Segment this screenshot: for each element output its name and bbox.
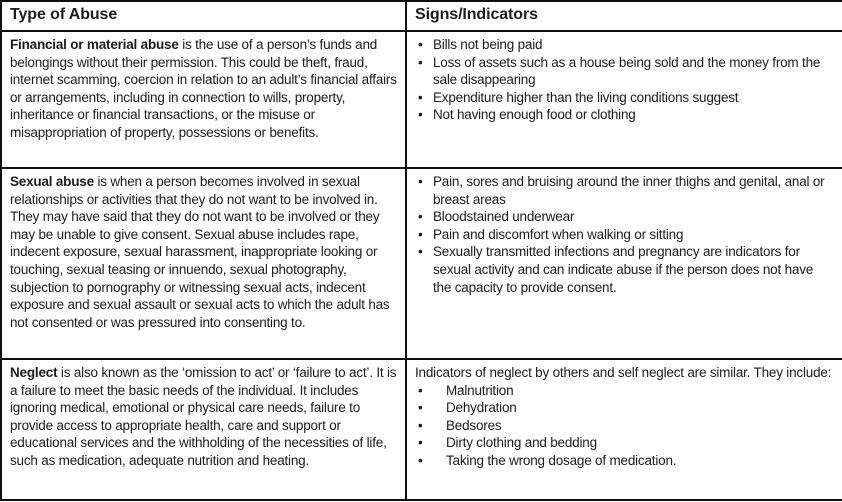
list-item: • Bills not being paid [415, 36, 834, 54]
list-item: • Expenditure higher than the living conditions suggest [415, 89, 834, 107]
cell-financial-abuse-indicators [406, 31, 842, 168]
column-header-type-of-abuse: Type of Abuse [1, 1, 406, 31]
cell-neglect-indicators [406, 359, 842, 500]
definition-body: is the use of a person’s funds and belongings without their permission. This could be theft, fraud, internet scamming, coercion in relation to an adult’s financial affairs or arrangements, including in connection to wills, property, inheritance or financial transactions, or the misuse or misappropriation of property, possessions or benefits. [10, 37, 397, 140]
indicator-list [415, 173, 834, 296]
abuse-term: Neglect [10, 365, 58, 380]
definition-text [10, 364, 397, 470]
list-item: • Taking the wrong dosage of medication. [415, 452, 834, 470]
cell-sexual-abuse-definition [1, 168, 406, 359]
indicator-list [415, 36, 834, 124]
list-item: • Dirty clothing and bedding [415, 434, 834, 452]
cell-neglect-definition [1, 359, 406, 500]
list-item: • Sexually transmitted infections and pregnancy are indicators for sexual activity and can indicate abuse if the person does not have the capacity to provide consent. [415, 243, 834, 296]
abuse-term: Financial or material abuse [10, 37, 179, 52]
list-item: • Malnutrition [415, 382, 834, 400]
column-header-signs-indicators: Signs/Indicators [406, 1, 842, 31]
definition-body: is when a person becomes involved in sexual relationships or activities that they do not want to be involved in. They may have said that they do not want to be involved or they may be unable to give consent. Sexual abuse includes rape, indecent exposure, sexual harassment, inappropriate looking or touching, sexual teasing or innuendo, sexual photography, subjection to pornography or witnessing sexual acts, indecent exposure and sexual assault or sexual acts to which the adult has not consented or was pressured into consenting to. [10, 174, 390, 330]
list-item: • Bloodstained underwear [415, 208, 834, 226]
cell-financial-abuse-definition [1, 31, 406, 168]
list-item: • Pain and discomfort when walking or sitting [415, 226, 834, 244]
list-item: • Loss of assets such as a house being sold and the money from the sale disappearing [415, 54, 834, 89]
definition-text [10, 173, 397, 331]
header-row [1, 1, 842, 31]
indicator-intro-text: Indicators of neglect by others and self neglect are similar. They include: [415, 365, 832, 380]
table-row-sexual-abuse [1, 168, 842, 359]
table-row-financial-abuse [1, 31, 842, 168]
list-item: • Not having enough food or clothing [415, 106, 834, 124]
list-item: • Dehydration [415, 399, 834, 417]
indicator-list [415, 382, 834, 470]
abuse-term: Sexual abuse [10, 174, 94, 189]
table-row-neglect [1, 359, 842, 500]
definition-text [10, 36, 397, 142]
definition-body: is also known as the ‘omission to act’ or ‘failure to act’. It is a failure to meet the basic needs of the individual. It includes ignoring medical, emotional or physical care needs, failure to provide access to appropriate health, care and support or educational services and the withholding of the necessities of life, such as medication, adequate nutrition and heating. [10, 365, 397, 468]
cell-sexual-abuse-indicators [406, 168, 842, 359]
list-item: • Pain, sores and bruising around the inner thighs and genital, anal or breast areas [415, 173, 834, 208]
list-item: • Bedsores [415, 417, 834, 435]
